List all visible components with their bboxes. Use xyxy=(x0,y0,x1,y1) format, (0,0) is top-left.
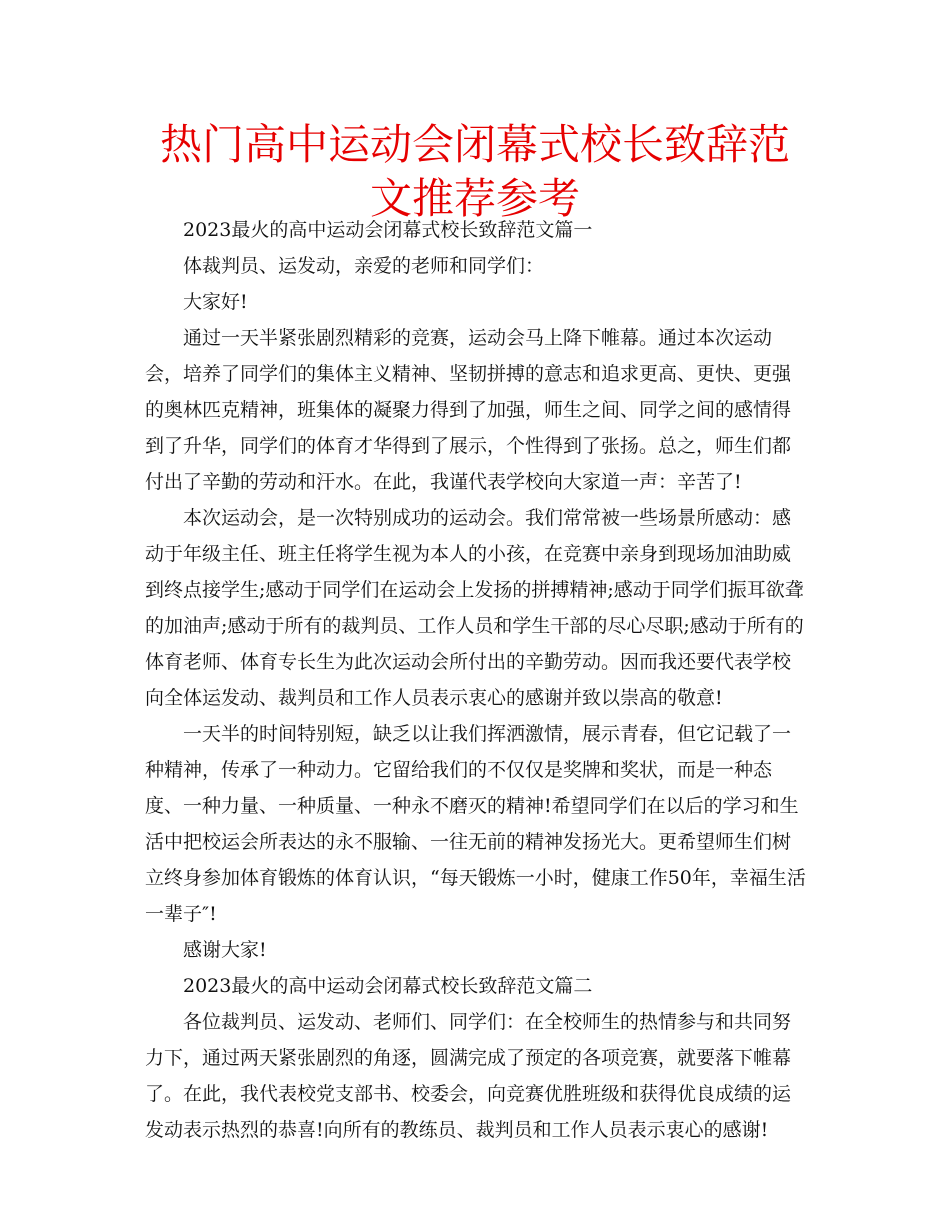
paragraph-greeting: 大家好! xyxy=(183,291,248,313)
document-body xyxy=(145,212,807,1148)
paragraph-salutation: 体裁判员、运发动，亲爱的老师和同学们： xyxy=(183,255,545,277)
paragraph-closing: 感谢大家! xyxy=(183,939,267,961)
paragraph-heading-two: 2023最火的高中运动会闭幕式校长致辞范文篇二 xyxy=(183,975,593,997)
document-title: 热门高中运动会闭幕式校长致辞范文推荐参考 xyxy=(159,120,790,223)
paragraph-spirit: 一天半的时间特别短，缺乏以让我们挥洒激情，展示青春，但它记载了一种精神，传承了一种动力。它留给我们的不仅仅是奖牌和奖状，而是一种态度、一种力量、一种质量、一种永不磨灭的精神!希望同学们在以后的学习和生活中把校运会所表达的永不服输、一往无前的精神发扬光大。更希望师生们树立终身参加体育锻炼的体育认识，“每天锻炼一小时，健康工作50年，幸福生活一辈子″! xyxy=(145,723,806,925)
paragraph-summary: 通过一天半紧张剧烈精彩的竞赛，运动会马上降下帷幕。通过本次运动会，培养了同学们的集体主义精神、坚韧拼搏的意志和追求更高、更快、更强的奥林匹克精神，班集体的凝聚力得到了加强，师生之间、同学之间的感情得到了升华，同学们的体育才华得到了展示，个性得到了张扬。总之，师生们都付出了辛勤的劳动和汗水。在此，我谨代表学校向大家道一声：辛苦了! xyxy=(145,327,792,493)
paragraph-speech-two: 各位裁判员、运发动、老师们、同学们：在全校师生的热情参与和共同努力下，通过两天紧张剧烈的角逐，圆满完成了预定的各项竞赛，就要落下帷幕了。在此，我代表校党支部书、校委会，向竞赛优胜班级和获得优良成绩的运发动表示热烈的恭喜!向所有的教练员、裁判员和工作人员表示衷心的感谢! xyxy=(145,1011,792,1141)
paragraph-thanks: 本次运动会，是一次特别成功的运动会。我们常常被一些场景所感动：感动于年级主任、班主任将学生视为本人的小孩，在竞赛中亲身到现场加油助威到终点接学生;感动于同学们在运动会上发扬的拼搏精神;感动于同学们振耳欲聋的加油声;感动于所有的裁判员、工作人员和学生干部的尽心尽职;感动于所有的体育老师、体育专长生为此次运动会所付出的辛勤劳动。因而我还要代表学校向全体运发动、裁判员和工作人员表示衷心的感谢并致以崇高的敬意! xyxy=(145,507,804,709)
paragraph-heading-one: 2023最火的高中运动会闭幕式校长致辞范文篇一 xyxy=(183,219,593,241)
